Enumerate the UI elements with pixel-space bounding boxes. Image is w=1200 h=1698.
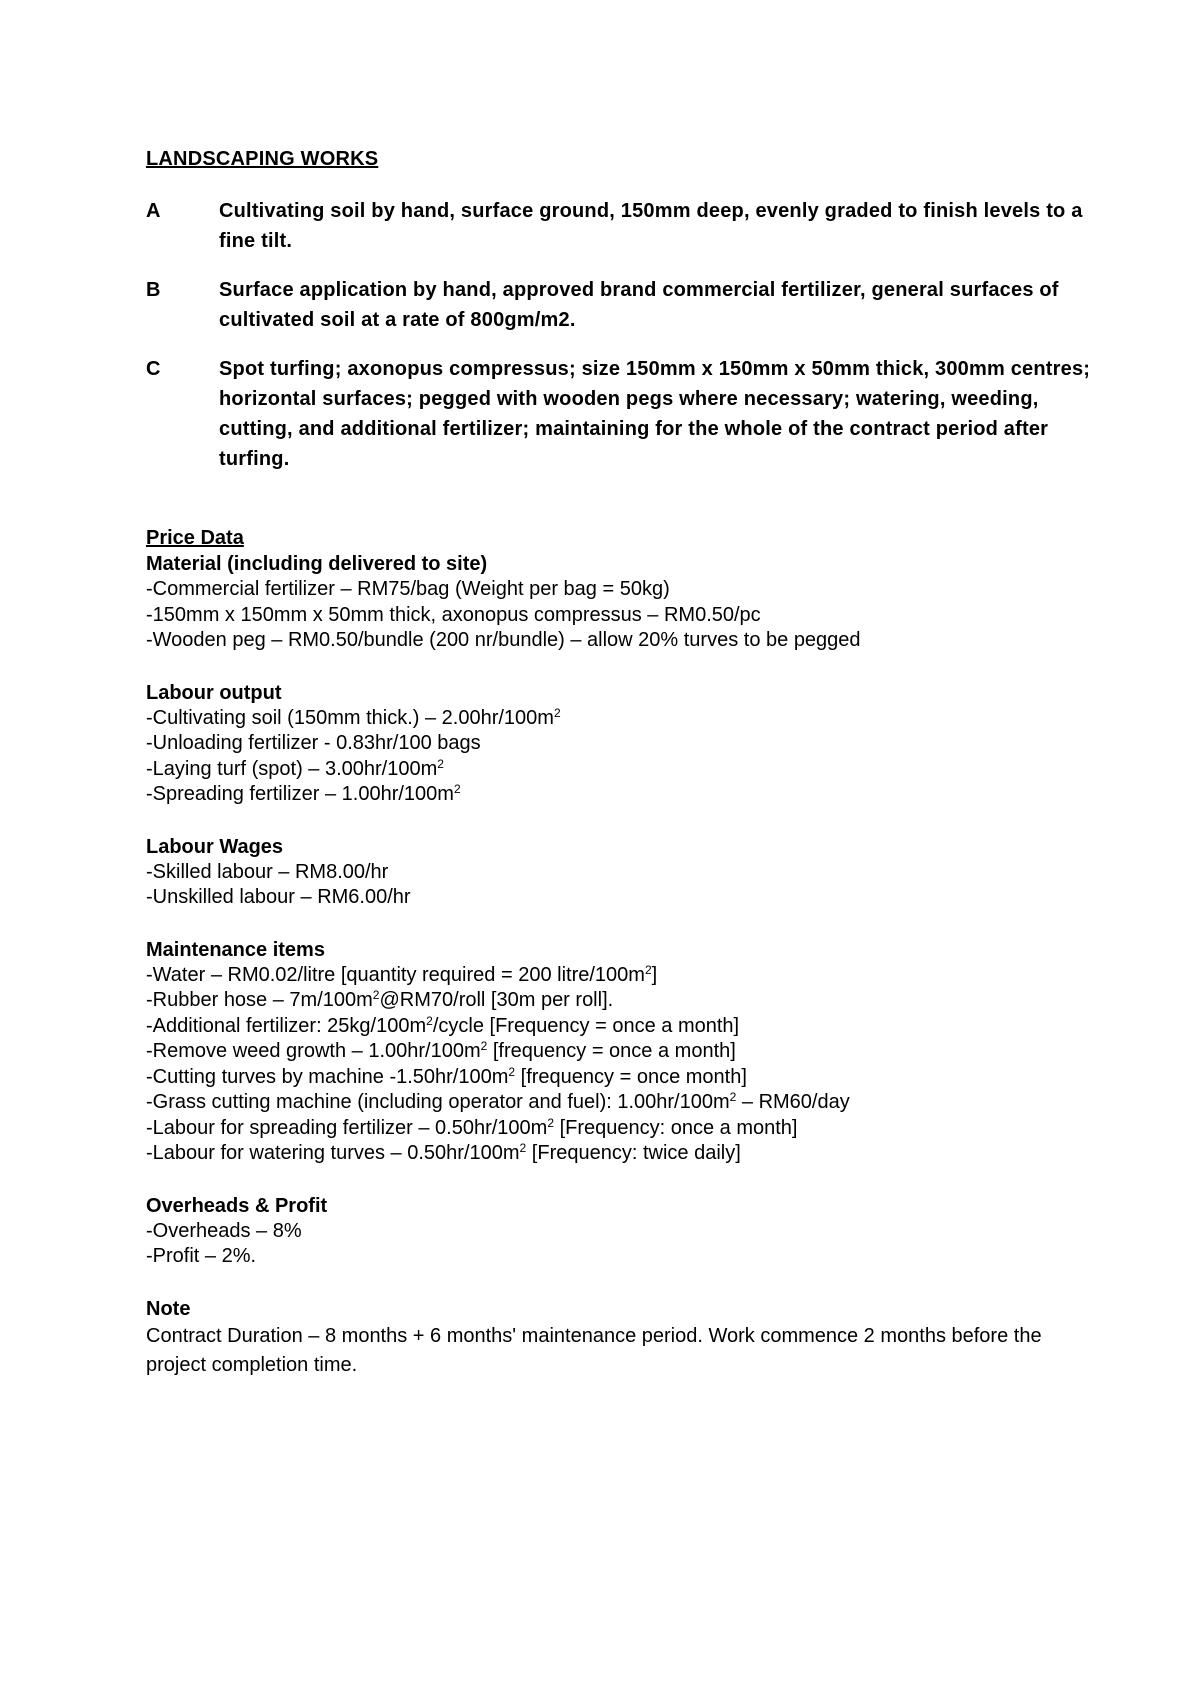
note-text: Contract Duration – 8 months + 6 months' maintenance period. Work commence 2 months before the project completion time. (146, 1324, 1042, 1376)
labour-wage-line: -Unskilled labour – RM6.00/hr (146, 886, 411, 908)
material-line: -Commercial fertilizer – RM75/bag (Weight per bag = 50kg) (146, 578, 670, 600)
item-letter: C (146, 358, 161, 380)
overheads-line: -Overheads – 8% (146, 1219, 302, 1242)
maintenance-heading: Maintenance items (146, 938, 325, 961)
item-letter: A (146, 200, 161, 222)
labour-output-line: -Laying turf (spot) – $3.00hr/100m^2$ (146, 756, 444, 780)
material-heading: Material (including delivered to site) (146, 553, 488, 575)
labour-wages-heading: Labour Wages (146, 835, 284, 858)
profit-line: -Profit – 2%. (146, 1245, 257, 1267)
work-item-b (146, 275, 1106, 335)
note-section (146, 1296, 1106, 1380)
item-description: Surface application by hand, approved brand commercial fertilizer, general surfaces of cultivated soil at a rate of 800gm/m2. (219, 279, 1059, 331)
labour-wage-line: -Skilled labour – RM8.00/hr (146, 860, 389, 883)
price-data-section (146, 525, 1106, 654)
labour-output-section (146, 680, 1106, 808)
maintenance-line: -Labour for watering turves – $0.50hr/100m^2$ [Frequency: twice daily] (146, 1141, 741, 1164)
labour-output-line: -Cultivating soil (150mm thick.) – $2.00hr/100m^2$ (146, 705, 561, 729)
work-item-a (146, 196, 1106, 256)
material-line: -150mm x 150mm x 50mm thick, axonopus compressus – RM0.50/pc (146, 603, 761, 626)
page-title: LANDSCAPING WORKS (146, 148, 379, 170)
maintenance-line: -Labour for spreading fertilizer – $0.50hr/100m^2$ [Frequency: once a month] (146, 1115, 798, 1139)
item-letter: B (146, 279, 161, 301)
document-content (146, 146, 1106, 1380)
maintenance-line: -Rubber hose – $7m/100m^2@RM70$/roll [30m per roll]. (146, 988, 614, 1011)
price-data-heading: Price Data (146, 527, 244, 549)
labour-wages-section (146, 834, 1106, 911)
maintenance-line: -Additional fertilizer: $25kg/100m^2$/cycle [Frequency = once a month] (146, 1013, 740, 1037)
labour-output-line: -Spreading fertilizer – $1.00hr/100m^2$ (146, 782, 461, 805)
labour-output-heading: Labour output (146, 681, 282, 704)
overheads-heading: Overheads & Profit (146, 1194, 328, 1217)
maintenance-section (146, 937, 1106, 1167)
labour-output-line: -Unloading fertilizer - 0.83hr/100 bags (146, 732, 481, 754)
item-description: Spot turfing; axonopus compressus; size 150mm x 150mm x 50mm thick, 300mm centres; horizontal surfaces; pegged with wooden pegs where necessary; watering, weeding, cutting, and additional fertilizer; maintaining for the whole of the contract period after turfing. (219, 358, 1091, 470)
note-heading: Note (146, 1297, 191, 1320)
overheads-section (146, 1193, 1106, 1270)
maintenance-line: -Remove weed growth – $1.00hr/100m^2$ [frequency = once a month] (146, 1039, 736, 1062)
maintenance-line: -Grass cutting machine (including operator and fuel): $1.00hr/100m^2 - RM60/day$ (146, 1090, 850, 1113)
maintenance-line: -Water – RM0.02/litre [quantity required = 200 litre/$100m^2$] (146, 962, 658, 986)
maintenance-line: -Cutting turves by machine $-1.50hr/100m^2$ [frequency = once month] (146, 1064, 747, 1088)
work-item-c (146, 354, 1106, 474)
material-line: -Wooden peg – RM0.50/bundle (200 nr/bundle) – allow 20% turves to be pegged (146, 629, 861, 651)
item-description: Cultivating soil by hand, surface ground, 150mm deep, evenly graded to finish levels to a fine tilt. (219, 200, 1083, 252)
